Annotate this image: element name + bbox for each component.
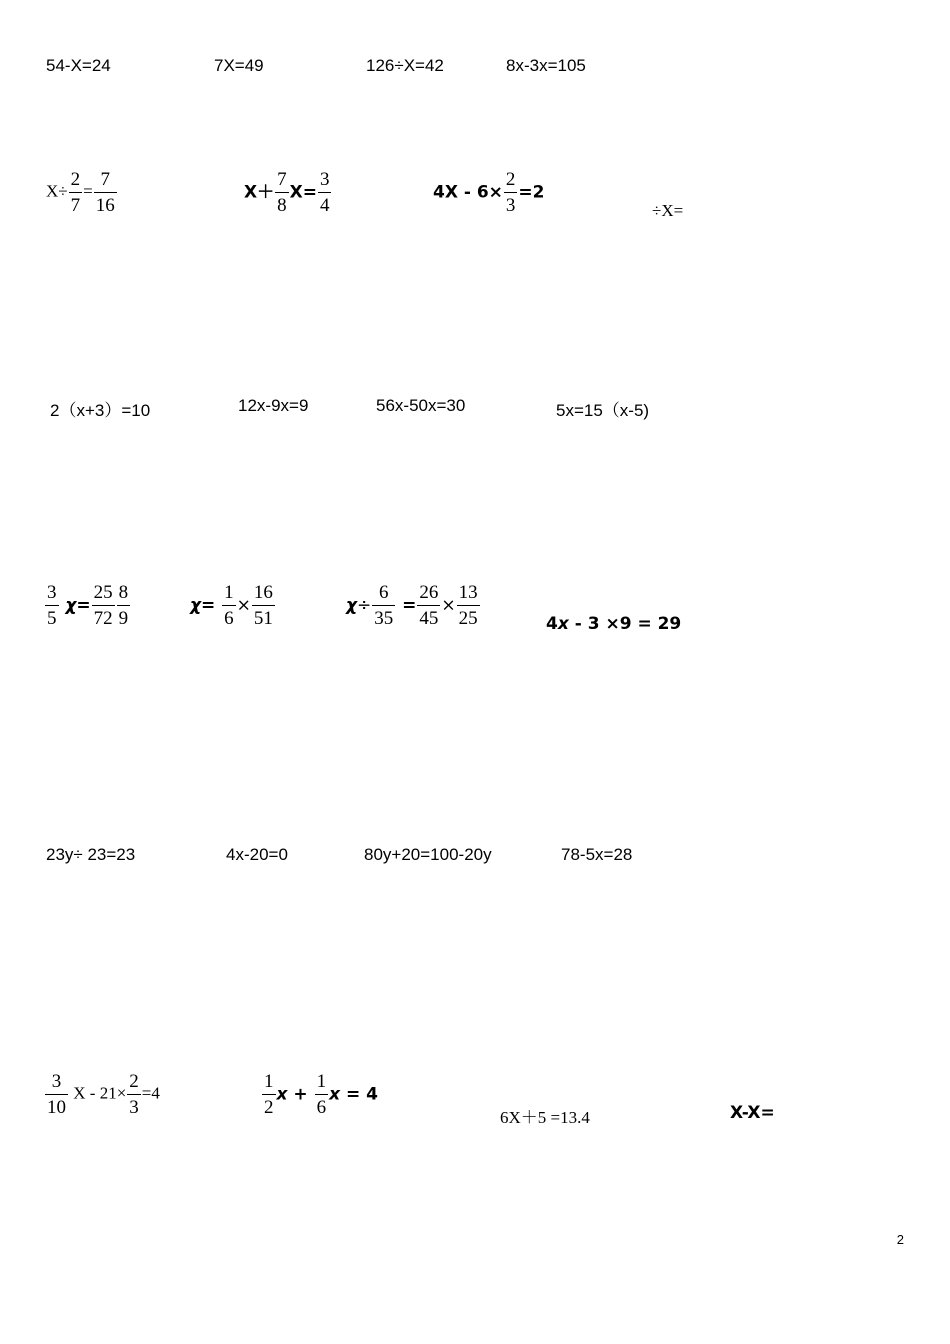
page-number: 2	[896, 1232, 904, 1247]
coefficient: 4	[546, 614, 558, 634]
equation-4-4-rest: - 3 ×9 = 29	[568, 614, 682, 634]
equals-sign: =	[76, 595, 91, 616]
equation-6-3: 6X＋5 =13.4	[500, 1108, 590, 1127]
equation-6-1	[44, 1072, 160, 1117]
equation-1-4: 8x-3x=105	[506, 56, 586, 75]
equation-6-2	[261, 1072, 378, 1117]
fraction: $\frac{13}{25}$	[458, 582, 478, 629]
times-sign: ×	[441, 595, 456, 616]
variable-chi: χ	[65, 595, 77, 616]
fraction: $\frac{3}{10}$	[47, 1071, 66, 1118]
equation-2-1	[46, 170, 118, 215]
variable-chi: χ	[346, 595, 357, 616]
equation-3-1: 2（x+3）=10	[50, 401, 151, 420]
equals-sign: =	[200, 595, 216, 616]
fraction: $\frac{3}{4}$	[319, 169, 330, 216]
fraction: $\frac{25}{72}$	[93, 582, 113, 629]
fraction: $\frac{6}{35}$	[374, 582, 394, 629]
equation-2-3	[433, 170, 544, 215]
fraction: $\frac{3}{5}$	[47, 582, 57, 629]
equation-4-2	[190, 583, 276, 628]
equation-5-2: 4x-20=0	[226, 845, 288, 864]
equation-3-4: 5x=15（x-5)	[556, 401, 650, 420]
fraction: $\frac{16}{51}$	[253, 582, 273, 629]
equation-1-2: 7X=49	[214, 56, 264, 75]
fraction: $\frac{2}{3}$	[505, 169, 516, 216]
equation-2-3-suffix: =2	[518, 182, 545, 203]
fraction: $\frac{1}{2}$	[264, 1071, 274, 1118]
equation-1-1: 54-X=24	[46, 56, 111, 75]
variable-x: x	[276, 1084, 288, 1105]
equation-5-4: 78-5x=28	[561, 845, 633, 864]
fraction: $\frac{2}{3}$	[129, 1071, 139, 1118]
fraction: $\frac{26}{45}$	[419, 582, 439, 629]
variable-x: x	[557, 614, 569, 634]
fraction: $\frac{1}{6}$	[224, 582, 234, 629]
equation-5-3: 80y+20=100-20y	[364, 845, 492, 864]
equation-4-4	[546, 614, 681, 634]
equals-sign: =	[402, 595, 417, 616]
equation-1-3: 126÷X=42	[366, 56, 444, 75]
equation-6-4: X-X=	[730, 1103, 775, 1123]
equation-6-1-middle: X - 21×	[73, 1083, 127, 1103]
equation-3-3: 56x-50x=30	[376, 396, 466, 415]
plus-sign: +	[287, 1084, 314, 1105]
fraction: $\frac{1}{6}$	[316, 1071, 327, 1118]
equation-5-1: 23y÷ 23=23	[46, 845, 136, 864]
fraction: $\frac{8}{9}$	[118, 582, 129, 629]
equation-2-2	[244, 170, 332, 215]
equation-2-1-prefix: X÷	[46, 181, 68, 201]
equation-6-1-suffix: =4	[141, 1083, 160, 1103]
equation-2-3-prefix: 4X - 6×	[433, 182, 503, 203]
times-sign: ×	[236, 595, 251, 616]
equation-3-2: 12x-9x=9	[238, 396, 309, 415]
fraction: $\frac{7}{8}$	[277, 169, 287, 216]
equation-2-2-middle: X=	[289, 182, 317, 203]
equals-sign: =	[83, 181, 93, 201]
equation-6-2-suffix: = 4	[340, 1084, 378, 1105]
divide-sign: ÷	[356, 595, 372, 616]
equation-2-4: ÷X=	[652, 201, 684, 220]
equation-2-2-prefix: X＋	[244, 182, 275, 203]
variable-chi: χ	[190, 595, 201, 616]
equation-4-3	[346, 583, 481, 628]
equation-4-1	[44, 583, 131, 628]
fraction: $\frac{2}{7}$	[70, 169, 81, 216]
variable-x: x	[329, 1084, 341, 1105]
fraction: $\frac{7}{16}$	[95, 169, 115, 216]
